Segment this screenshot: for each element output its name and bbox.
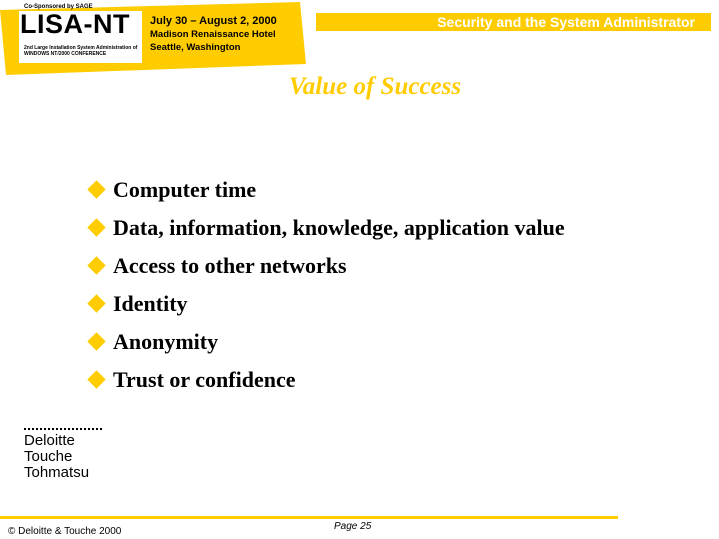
event-venue: Madison Renaissance Hotel	[150, 29, 276, 40]
diamond-bullet-icon	[87, 218, 105, 236]
company-logo-line: Tohmatsu	[24, 464, 90, 481]
event-dates: July 30 – August 2, 2000	[150, 15, 277, 27]
conference-logo-text: LISA-NT	[20, 9, 130, 39]
event-city: Seattle, Washington	[150, 42, 241, 53]
copyright-text: © Deloitte & Touche 2000	[8, 526, 122, 537]
list-item	[87, 176, 607, 204]
diamond-bullet-icon	[87, 370, 105, 388]
sponsor-line: Co-Sponsored by SAGE	[24, 4, 93, 10]
slide-title: Value of Success	[288, 73, 462, 100]
header-title: Security and the System Administrator	[437, 14, 695, 30]
footer-divider	[0, 516, 618, 519]
bullet-text: Computer time	[113, 177, 257, 202]
bullet-text: Identity	[113, 291, 188, 316]
bullet-text: Data, information, knowledge, application value	[113, 215, 565, 240]
diamond-bullet-icon	[87, 294, 105, 312]
diamond-bullet-icon	[87, 256, 105, 274]
event-details	[150, 15, 277, 54]
bullet-text: Access to other networks	[113, 253, 347, 278]
company-logo	[24, 428, 102, 481]
list-item	[87, 252, 607, 280]
diamond-bullet-icon	[87, 332, 105, 350]
bullet-list	[87, 176, 607, 404]
conference-subtitle: 2nd Large Installation System Administration of WINDOWS NT/2000 CONFERENCE	[24, 45, 138, 57]
bullet-text: Anonymity	[113, 329, 219, 354]
bullet-text: Trust or confidence	[113, 367, 296, 392]
conference-logo	[0, 0, 310, 76]
list-item	[87, 214, 607, 242]
company-logo-line: Deloitte	[24, 432, 75, 449]
diamond-bullet-icon	[87, 180, 105, 198]
company-logo-line: Touche	[24, 448, 73, 465]
logo-rule	[24, 428, 102, 430]
list-item	[87, 366, 607, 394]
list-item	[87, 328, 607, 356]
list-item	[87, 290, 607, 318]
page-number: Page 25	[334, 521, 372, 532]
header-bar	[316, 13, 711, 31]
